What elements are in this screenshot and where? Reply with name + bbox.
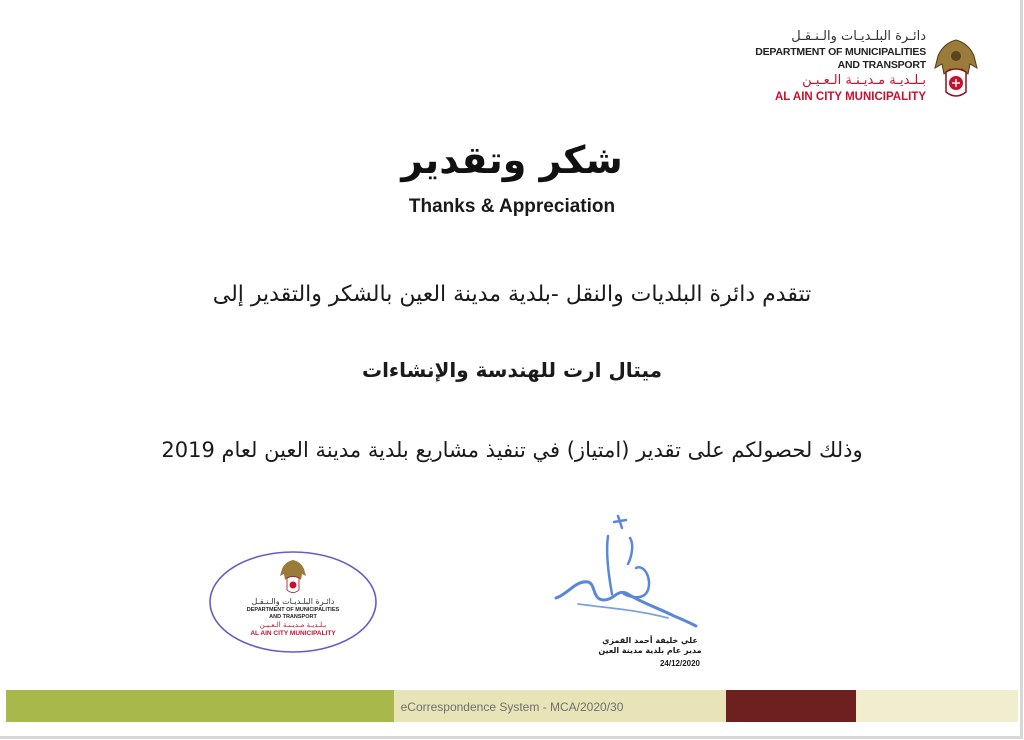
footer-reference: eCorrespondence System - MCA/2020/30 bbox=[400, 700, 624, 714]
stamp-emblem-icon bbox=[280, 560, 306, 593]
header-logo bbox=[755, 28, 1002, 112]
title-english: Thanks & Appreciation bbox=[408, 196, 616, 217]
stamp-org-en-line2: AND TRANSPORT bbox=[269, 614, 317, 620]
falcon-emblem-icon bbox=[932, 36, 980, 104]
signatory-title: مدير عام بلدية مدينة العين bbox=[598, 646, 702, 655]
org-name-ar: دائـرة البلـديـات والـنـقـل bbox=[791, 29, 926, 44]
stamp-org-en-line1: DEPARTMENT OF MUNICIPALITIES bbox=[246, 607, 340, 613]
stamp-city-en: AL AIN CITY MUNICIPALITY bbox=[250, 630, 336, 637]
logo-text bbox=[726, 28, 926, 104]
city-name-en: AL AIN CITY MUNICIPALITY bbox=[775, 91, 926, 103]
org-name-en-line1: DEPARTMENT OF MUNICIPALITIES bbox=[755, 46, 926, 58]
appreciation-intro: تتقدم دائرة البلديات والنقل -بلدية مدينة العين بالشكر والتقدير إلى bbox=[212, 282, 812, 307]
handwritten-signature bbox=[548, 508, 708, 638]
appreciation-reason: وذلك لحصولكم على تقدير (امتياز) في تنفيذ مشاريع بلدية مدينة العين لعام 2019 bbox=[161, 438, 863, 462]
signature-date: 24/12/2020 bbox=[659, 659, 700, 668]
signatory-block bbox=[592, 636, 708, 669]
stamp-city-ar: بـلـديـة مـديـنـة الـعـيـن bbox=[259, 621, 327, 629]
stamp-org-ar: دائـرة البلـديـات والـنـقـل bbox=[251, 597, 335, 606]
org-name-en-line2: AND TRANSPORT bbox=[837, 59, 926, 71]
signatory-name: علي خليفة أحمد القمزي bbox=[602, 636, 698, 645]
title-arabic: شكر وتقدير bbox=[401, 138, 623, 182]
stamp-text bbox=[208, 597, 378, 638]
recipient-name: ميتال ارت للهندسة والإنشاءات bbox=[361, 358, 663, 382]
city-name-ar: بـلـديـة مـديـنـة الـعـيـن bbox=[802, 73, 926, 88]
